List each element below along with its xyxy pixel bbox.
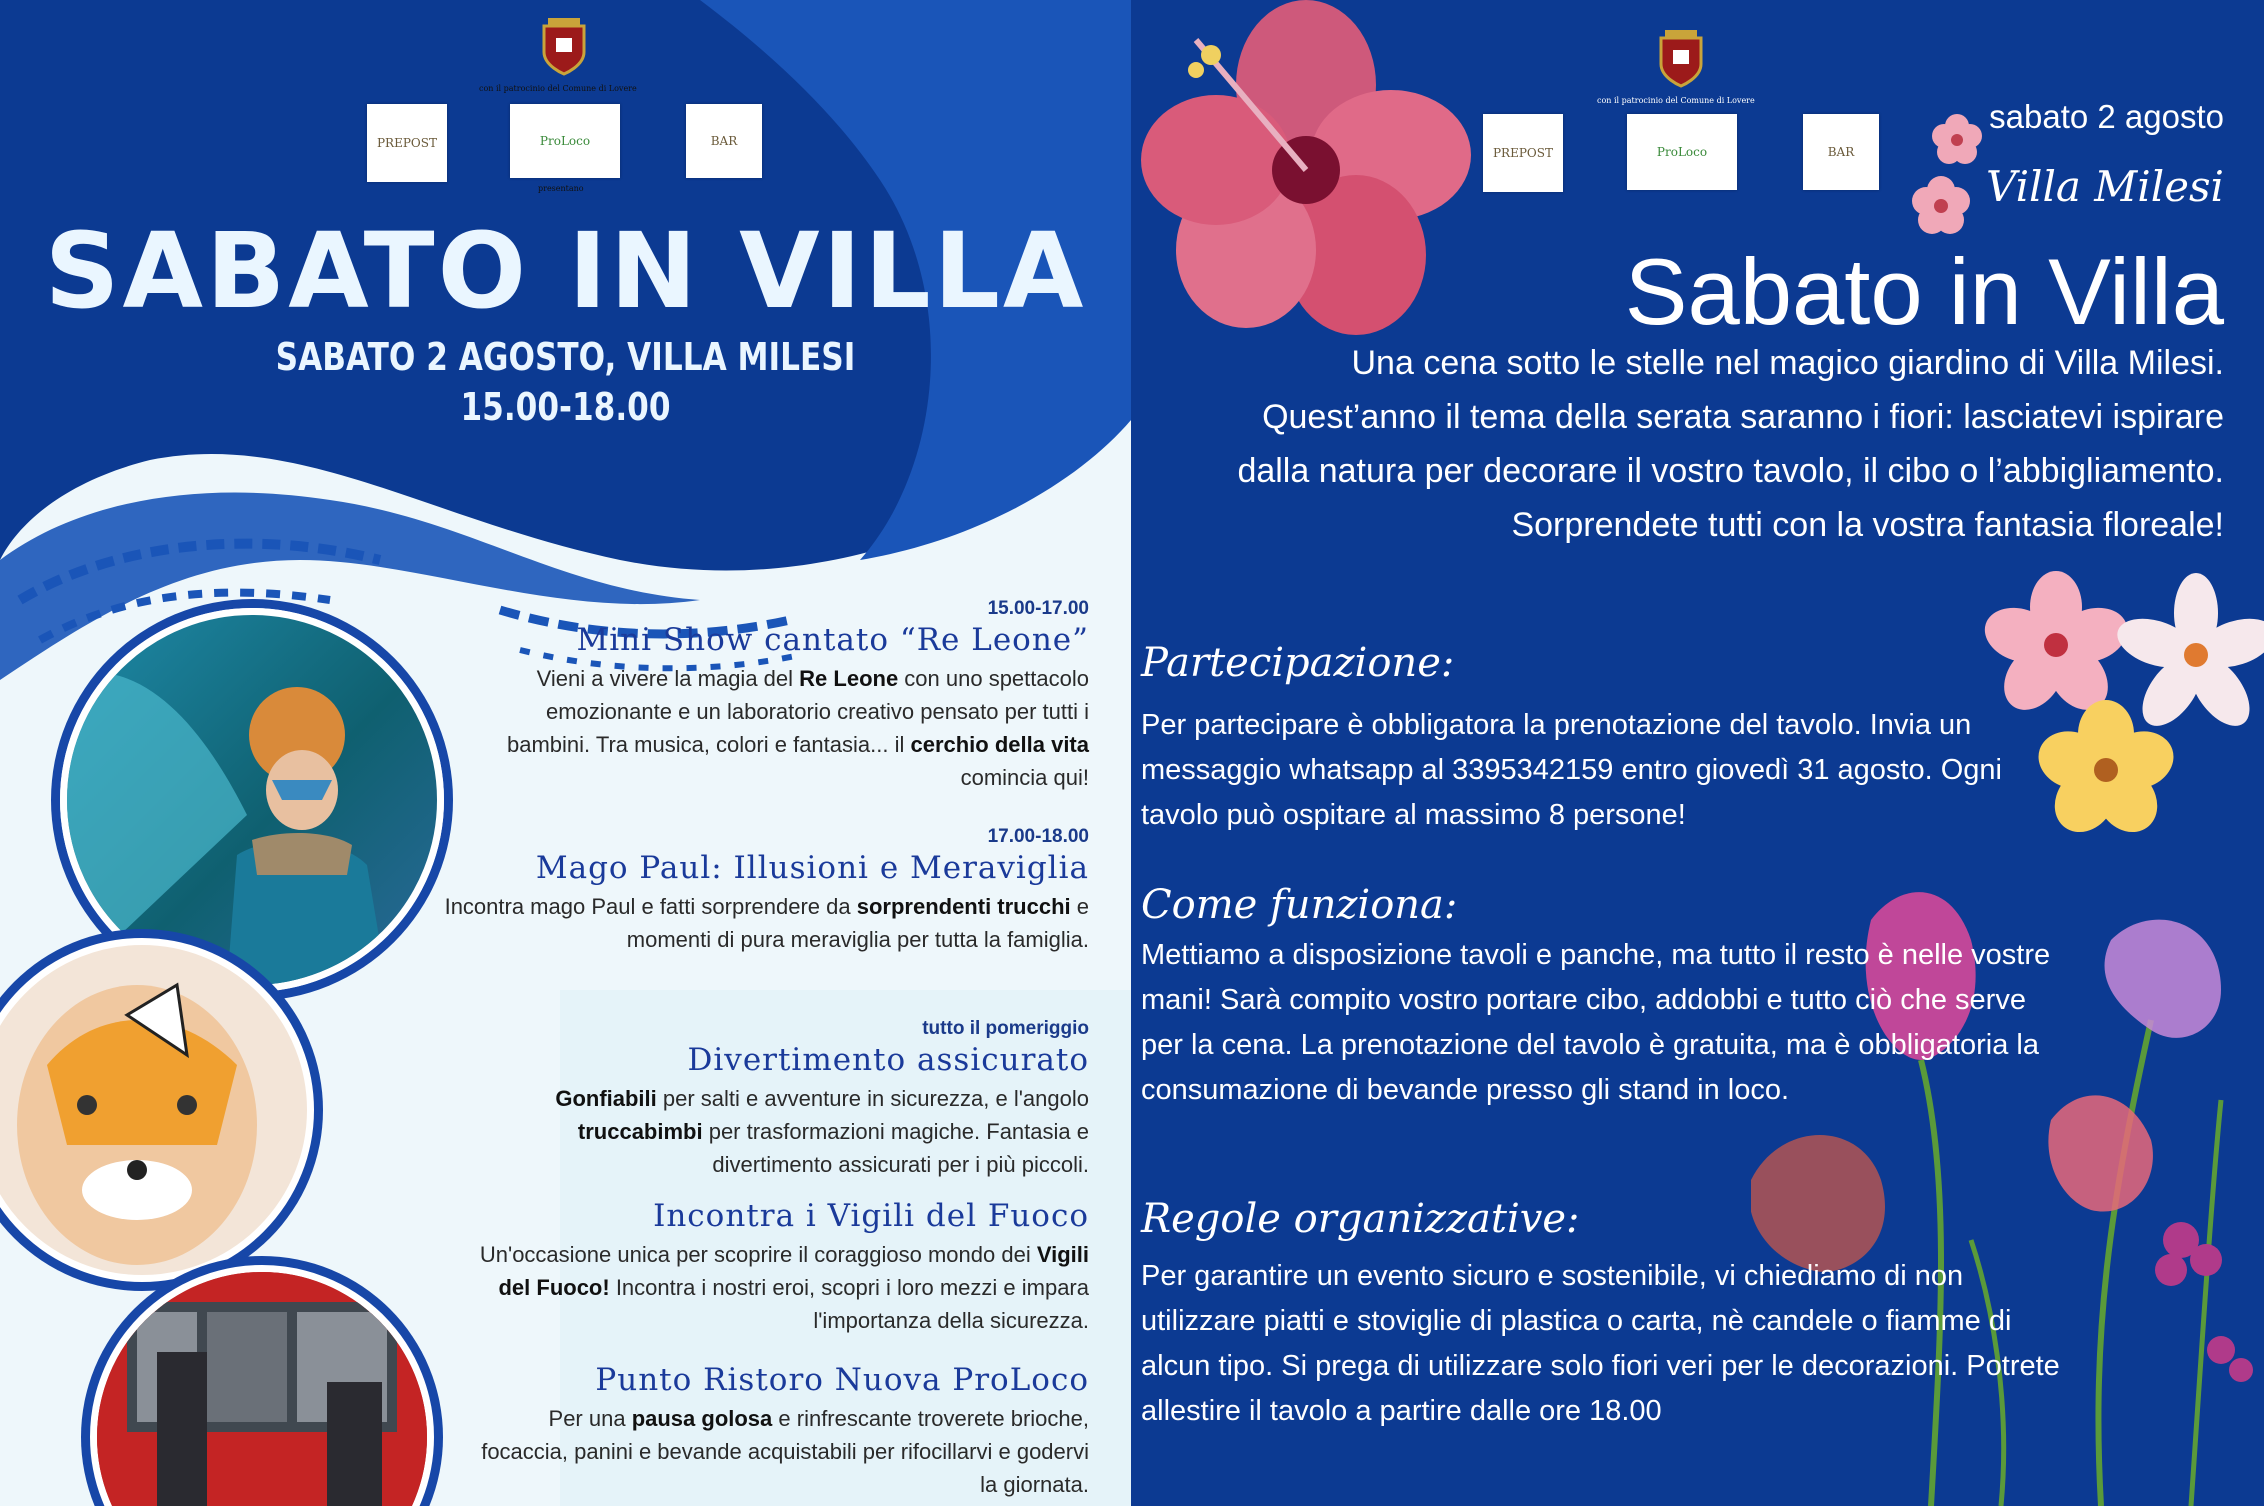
proloco-logo-text: ProLoco (539, 134, 591, 148)
event-text: Incontra i nostri eroi, scopri i loro mezzi e impara l'importanza della sicurezza. (609, 1275, 1089, 1333)
event-text-bold: sorprendenti trucchi (856, 894, 1071, 919)
event-description (489, 1082, 1089, 1181)
poster-time: 15.00-18.00 (460, 385, 671, 429)
coat-of-arms-icon (540, 16, 588, 76)
event-text: per trasformazioni magiche. Fantasia e divertimento assicurati per i più piccoli. (702, 1119, 1089, 1177)
bar-logo-text: BAR (1827, 145, 1855, 159)
hibiscus-flower-icon (1131, 0, 1471, 360)
proloco-logo (510, 104, 620, 178)
prepost-logo-text: PREPOST (1492, 146, 1553, 160)
patronage-text: con il patrocinio del Comune di Lovere (479, 84, 637, 93)
event-text: Vieni a vivere la magia del (536, 666, 800, 691)
section-heading: Come funziona: (1141, 882, 1458, 928)
section-text: Per garantire un evento sicuro e sostenibile, vi chiediamo di non utilizzare piatti e stoviglie di plastica o carta, nè candele o fiamme di alcun tipo. Si prega di utilizzare solo fiori veri per le decorazioni. Potrete allestire il tavolo a partire dalle ore 18.00 (1141, 1260, 2060, 1427)
event-refreshment (469, 1360, 1089, 1501)
bar-logo-text: BAR (710, 134, 738, 148)
event-time: 17.00-18.00 (987, 826, 1089, 847)
presents-text: presentano (538, 184, 584, 193)
intro-line: dalla natura per decorare il vostro tavolo, il cibo o l’abbigliamento. (1237, 452, 2224, 490)
poster-date-place: SABATO 2 AGOSTO, VILLA MILESI (275, 335, 856, 379)
proloco-logo-text: ProLoco (1656, 145, 1708, 159)
prepost-logo (367, 104, 447, 182)
event-text: e momenti di pura meraviglia per tutta la famiglia. (626, 894, 1089, 952)
face-paint-illustration (0, 945, 307, 1275)
small-flowers-icon (1911, 106, 1991, 246)
event-time: tutto il pomeriggio (922, 1018, 1089, 1039)
section-heading: Regole organizzative: (1141, 1196, 1580, 1242)
bar-logo (686, 104, 762, 178)
section-text: Mettiamo a disposizione tavoli e panche, ma tutto il resto è nelle vostre mani! Sarà compito vostro portare cibo, addobbi e tutto ciò che serve per la cena. La prenotazione del tavolo è gratuita, ma è obbligatoria la consumazione di bevande presso gli stand in loco. (1141, 939, 2051, 1106)
poster-title: SABATO IN VILLA (44, 210, 1087, 332)
event-firefighters (449, 1196, 1089, 1337)
event-text: Un'occasione unica per scoprire il coraggioso mondo dei (479, 1242, 1037, 1267)
performer-illustration (67, 615, 437, 985)
event-fun (489, 1018, 1089, 1181)
event-time: 15.00-17.00 (987, 598, 1089, 619)
event-text-bold: Gonfiabili (555, 1086, 657, 1111)
event-description (469, 1402, 1089, 1501)
event-lion-king (469, 598, 1089, 794)
event-text-bold: cerchio della vita (910, 732, 1089, 757)
event-magician (409, 826, 1089, 956)
intro-line: Quest’anno il tema della serata saranno i fiori: lasciatevi ispirare (1262, 398, 2224, 436)
poster-right (1131, 0, 2264, 1506)
event-text: comincia qui! (960, 765, 1089, 790)
event-text-bold: Vigili del Fuoco! (498, 1242, 1089, 1300)
bar-logo (1803, 114, 1879, 190)
event-text-bold: Re Leone (799, 666, 899, 691)
poster-left (0, 0, 1131, 1506)
intro-line: Una cena sotto le stelle nel magico giardino di Villa Milesi. (1351, 344, 2224, 382)
prepost-logo (1483, 114, 1563, 192)
event-description (469, 662, 1089, 794)
prepost-logo-text: PREPOST (376, 136, 437, 150)
event-heading: Incontra i Vigili del Fuoco (653, 1198, 1089, 1234)
proloco-logo (1627, 114, 1737, 190)
intro-line: Sorprendete tutti con la vostra fantasia floreale! (1511, 506, 2224, 544)
event-text: Per una (548, 1406, 632, 1431)
patronage-text: con il patrocinio del Comune di Lovere (1597, 96, 1755, 105)
section-heading: Partecipazione: (1141, 640, 1455, 686)
event-heading: Divertimento assicurato (687, 1042, 1089, 1078)
event-heading: Mago Paul: Illusioni e Meraviglia (535, 850, 1089, 886)
event-text: e rinfrescante troverete brioche, focaccia, panini e bevande acquistabili per rifocillarvi e godervi la giornata. (481, 1406, 1089, 1497)
event-heading: Punto Ristoro Nuova ProLoco (595, 1362, 1089, 1398)
event-text: Incontra mago Paul e fatti sorprendere da (444, 894, 857, 919)
event-description (449, 1238, 1089, 1337)
event-description (409, 890, 1089, 956)
poster-title: Sabato in Villa (1624, 239, 2224, 344)
event-date: sabato 2 agosto (1989, 98, 2224, 135)
event-text-bold: pausa golosa (631, 1406, 773, 1431)
event-text: con uno spettacolo emozionante e un laboratorio creativo pensato per tutti i bambini. Tra musica, colori e fantasia... il (506, 666, 1089, 757)
event-text-bold: truccabimbi (577, 1119, 703, 1144)
event-text: per salti e avventure in sicurezza, e l'angolo (656, 1086, 1089, 1111)
lion-king-photo (60, 608, 444, 992)
section-text: Per partecipare è obbligatora la prenotazione del tavolo. Invia un messaggio whatsapp al 3395342159 entro giovedì 31 agosto. Ogni tavolo può ospitare al massimo 8 persone! (1141, 709, 2002, 831)
coat-of-arms-icon (1657, 28, 1705, 88)
event-heading: Mini Show cantato “Re Leone” (576, 622, 1089, 658)
venue-name: Villa Milesi (1986, 162, 2224, 211)
